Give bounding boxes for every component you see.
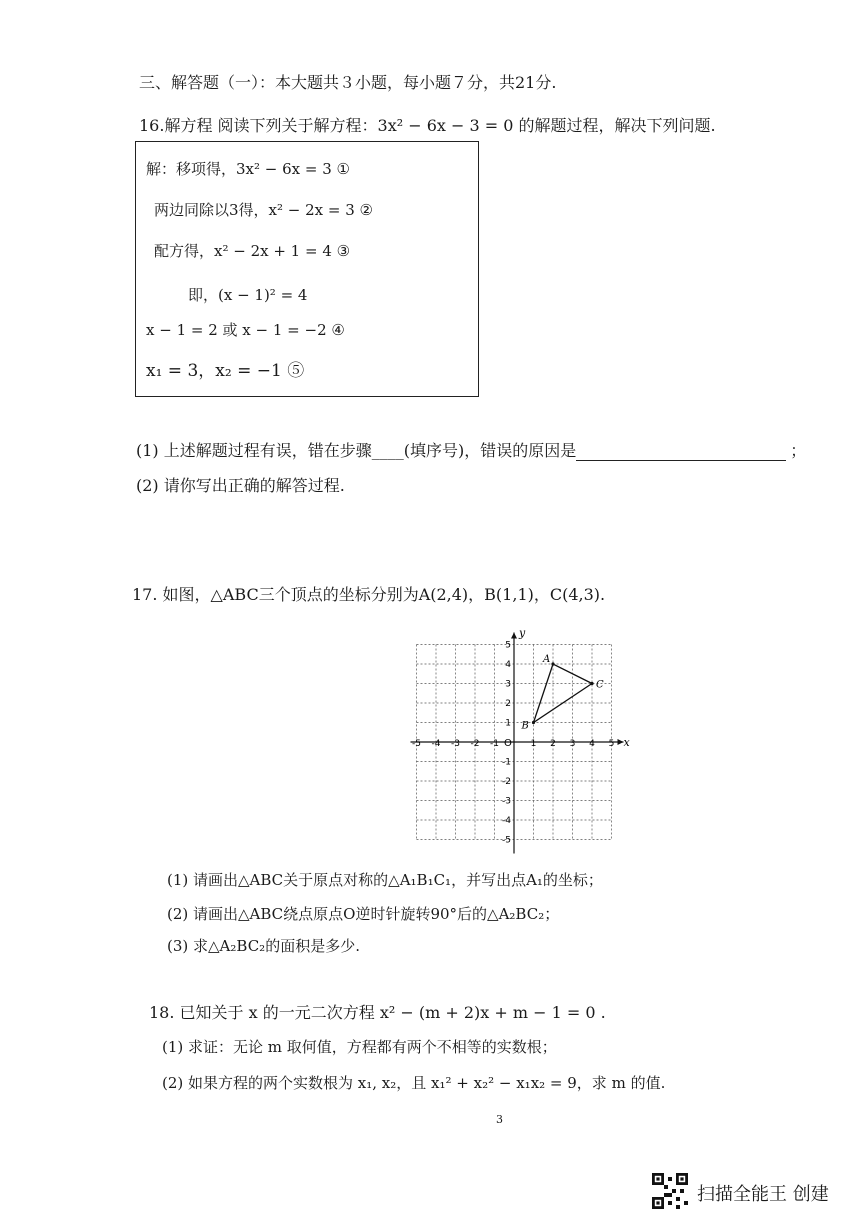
- x-tick-label: 2: [550, 739, 556, 749]
- solution-line-2: 两边同除以3得，x² − 2x = 3 ②: [154, 201, 373, 219]
- x-tick-label: -4: [431, 739, 441, 749]
- page-number: 3: [496, 1113, 503, 1126]
- triangle-outline: [534, 664, 593, 723]
- solution-line-6: x₁ = 3，x₂ = −1 ⑤: [146, 361, 305, 381]
- triangle-abc: [521, 654, 605, 732]
- y-tick-label: -3: [502, 796, 511, 807]
- y-axis-arrow: [511, 633, 517, 639]
- y-tick-label: -1: [502, 757, 511, 768]
- q16-part1: [136, 438, 806, 461]
- tick-labels: [412, 641, 614, 846]
- q16-part2: (2) 请你写出正确的解答过程.: [136, 476, 345, 495]
- x-tick-label: -1: [490, 739, 499, 749]
- solution-line-3: 配方得，x² − 2x + 1 = 4 ③: [154, 242, 351, 260]
- x-tick-label: -2: [470, 739, 480, 749]
- vertex-a: [551, 662, 554, 665]
- solution-line-1: 解：移项得，3x² − 6x = 3 ①: [146, 160, 350, 178]
- q16-stem: 16.解方程 阅读下列关于解方程：3x² − 6x − 3 = 0 的解题过程，解决下列问题.: [139, 116, 716, 135]
- scanner-watermark: 扫描全能王 创建: [697, 1184, 829, 1205]
- y-tick-label: 2: [505, 699, 511, 709]
- qr-code-icon: [652, 1173, 688, 1209]
- coordinate-grid: [400, 612, 640, 857]
- q17-stem: 17. 如图，△ABC三个顶点的坐标分别为A(2,4)，B(1,1)，C(4,3).: [132, 585, 606, 604]
- section-heading: 三、解答题（一）：本大题共３小题，每小题７分，共21分.: [139, 73, 557, 92]
- x-tick-label: -3: [451, 739, 460, 749]
- q16-part1-end: ；: [790, 441, 807, 460]
- q18-part1: (1) 求证：无论 m 取何值，方程都有两个不相等的实数根；: [162, 1038, 557, 1056]
- y-tick-label: 1: [505, 718, 511, 729]
- vertex-label-a: A: [543, 654, 551, 665]
- x-tick-label: -5: [412, 739, 421, 749]
- q16-part1-text: (1) 上述解题过程有误，错在步骤____(填序号)，错误的原因是: [136, 441, 577, 460]
- vertex-b: [532, 721, 535, 724]
- x-tick-label: 4: [589, 739, 595, 749]
- y-tick-label: 4: [505, 660, 511, 670]
- y-tick-label: 3: [505, 679, 511, 690]
- q18-part2: (2) 如果方程的两个实数根为 x₁, x₂，且 x₁² + x₂² − x₁x₂ = 9，求 m 的值.: [162, 1074, 666, 1092]
- origin-label: O: [504, 738, 512, 749]
- vertex-label-b: B: [521, 720, 529, 732]
- y-tick-label: -4: [502, 816, 511, 826]
- y-tick-label: -5: [502, 835, 511, 846]
- q18-stem: 18. 已知关于 x 的一元二次方程 x² − (m + 2)x + m − 1 = 0 .: [149, 1003, 606, 1022]
- solution-line-5: x − 1 = 2 或 x − 1 = −2 ④: [146, 321, 345, 339]
- x-tick-label: 3: [569, 739, 576, 749]
- x-tick-label: 5: [608, 739, 615, 749]
- y-axis-label: y: [519, 626, 526, 640]
- vertex-c: [590, 682, 593, 685]
- q17-part2: (2) 请画出△ABC绕点原点O逆时针旋转90°后的△A₂BC₂；: [167, 905, 560, 923]
- q17-part1: (1) 请画出△ABC关于原点对称的△A₁B₁C₁，并写出点A₁的坐标；: [167, 871, 603, 889]
- y-tick-label: -2: [502, 777, 511, 787]
- answer-blank[interactable]: [576, 460, 786, 461]
- q17-part3: (3) 求△A₂BC₂的面积是多少.: [167, 937, 360, 955]
- y-tick-label: 5: [505, 640, 511, 651]
- x-axis-label: x: [623, 736, 630, 749]
- x-tick-label: 1: [530, 739, 537, 749]
- vertex-label-c: C: [596, 679, 604, 691]
- solution-line-4: 即，(x − 1)² = 4: [188, 286, 308, 304]
